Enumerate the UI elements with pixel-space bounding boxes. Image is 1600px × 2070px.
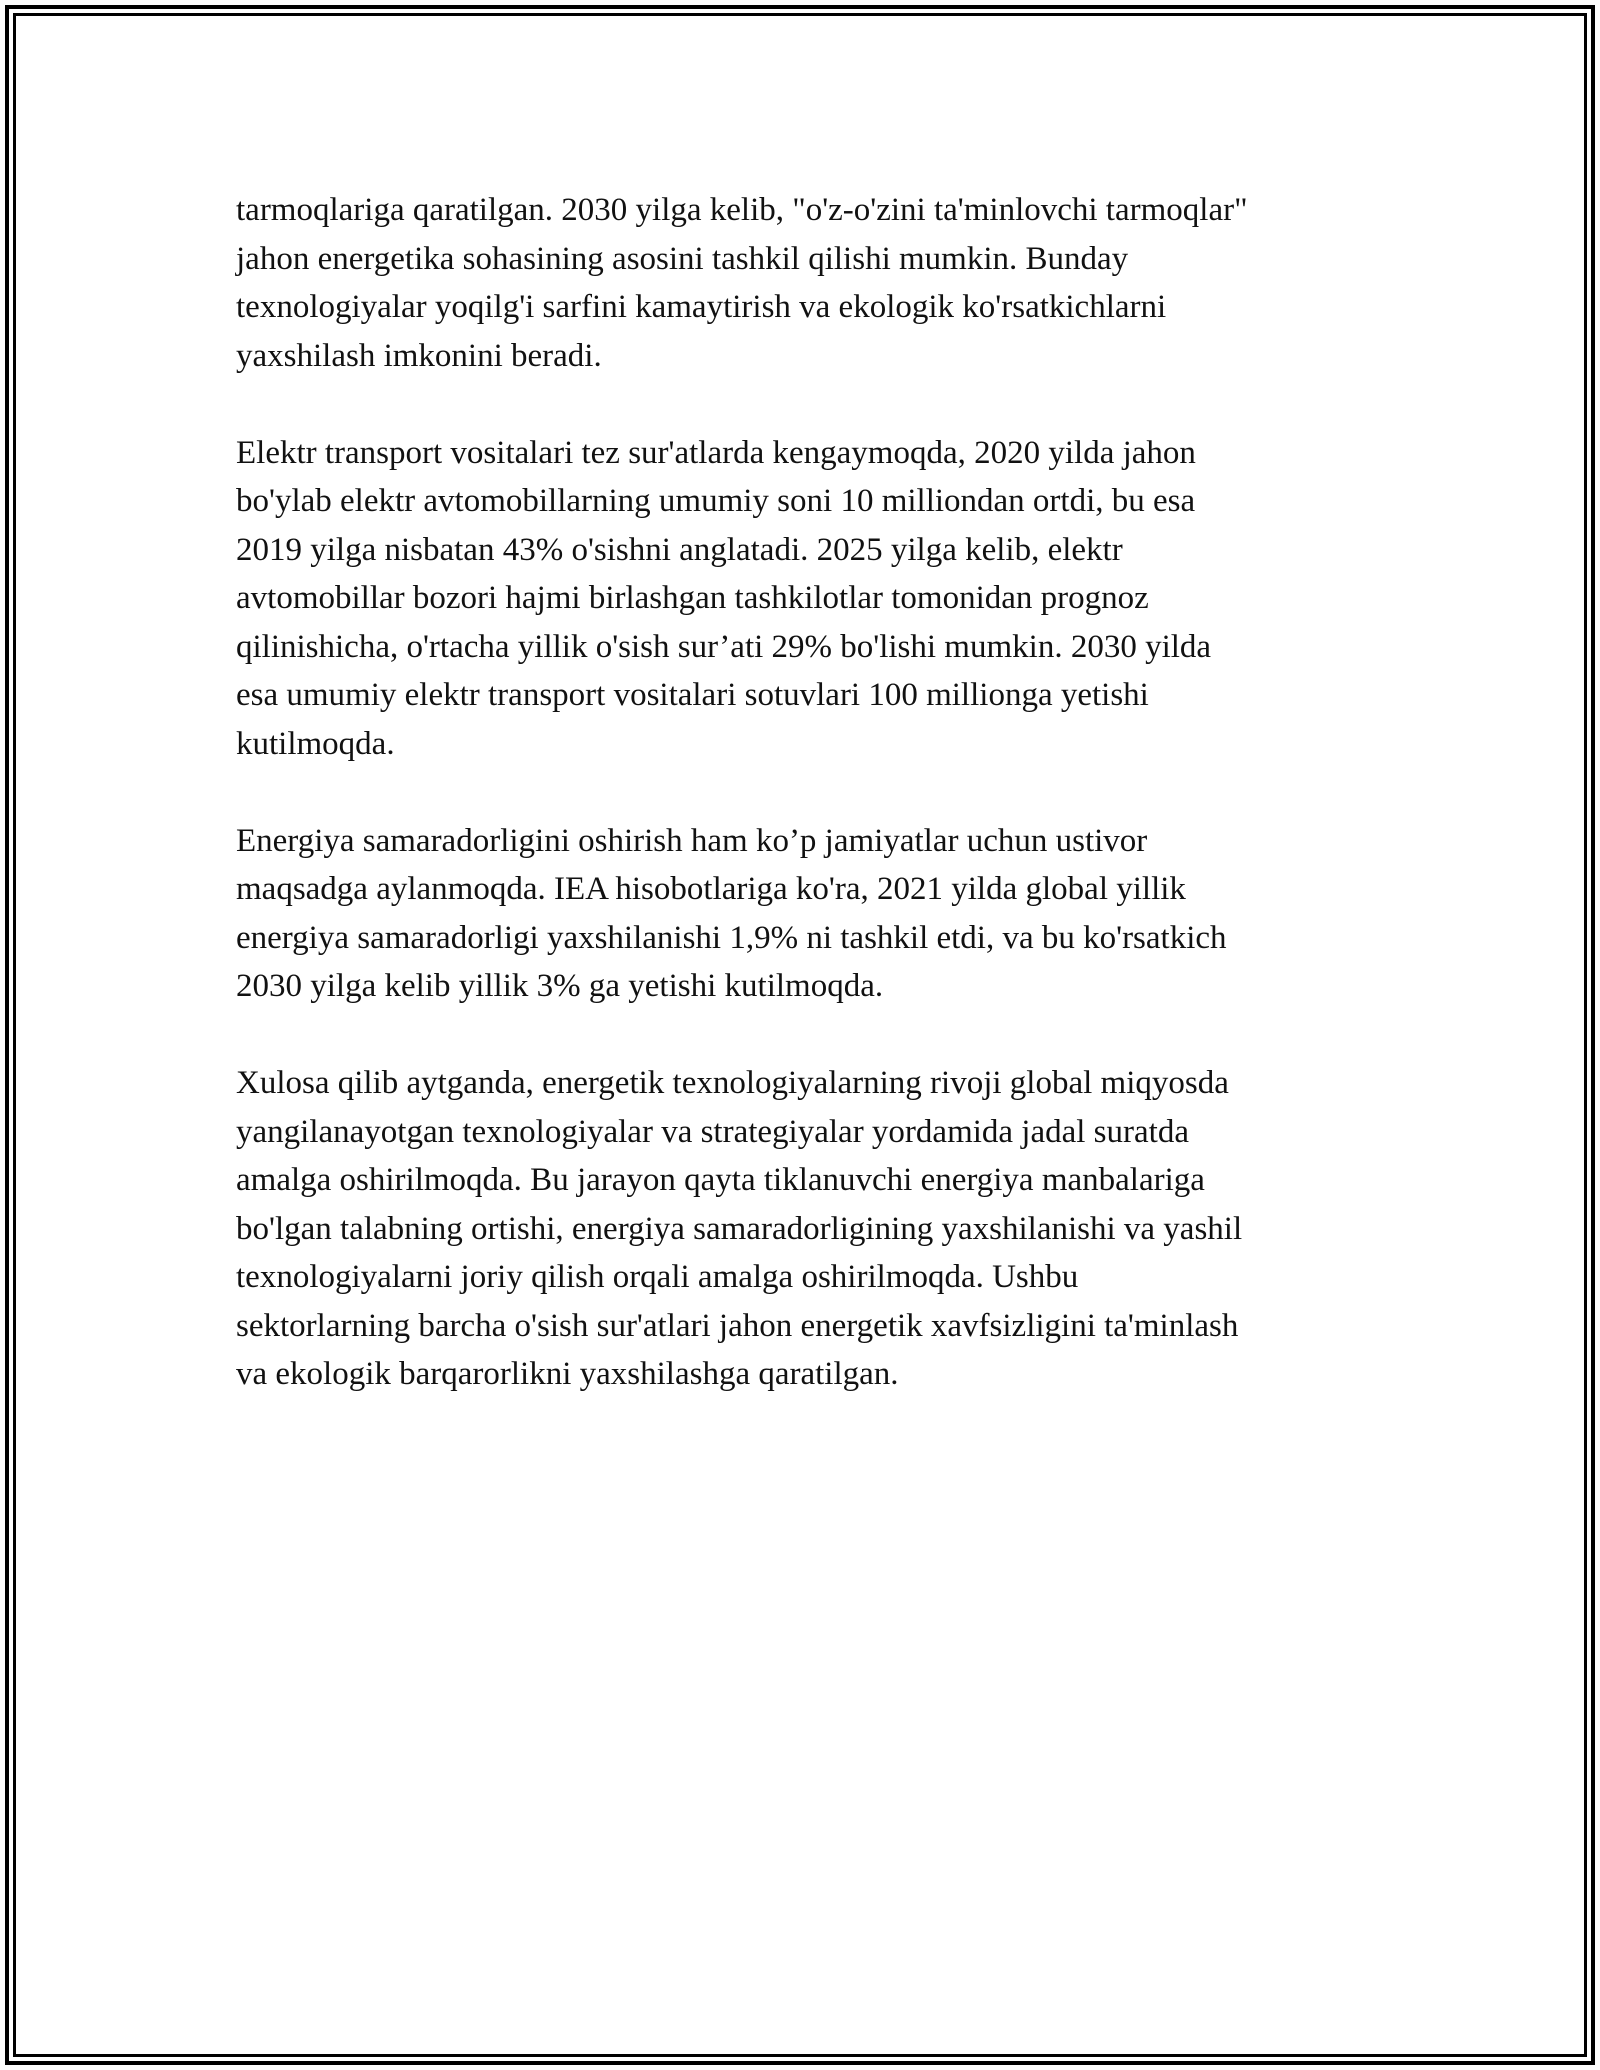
text-line: energiya samaradorligi yaxshilanishi 1,9% ni tashkil etdi, va bu ko'rsatkich [236,919,1227,956]
text-line: 2019 yilga nisbatan 43% o'sishni anglatadi. 2025 yilga kelib, elektr [236,531,1123,568]
text-line: amalga oshirilmoqda. Bu jarayon qayta tiklanuvchi energiya manbalariga [236,1162,1205,1198]
paragraph-1 [236,186,1366,380]
text-line: sektorlarning barcha o'sish sur'atlari jahon energetik xavfsizligini ta'minlash [236,1307,1239,1344]
text-line: kutilmoqda. [236,725,395,762]
paragraph-2 [236,429,1366,769]
text-line: yaxshilash imkonini beradi. [236,337,602,374]
text-line: tarmoqlariga qaratilgan. 2030 yilga kelib, "o'z-o'zini ta'minlovchi tarmoqlar" [236,192,1248,228]
text-line: maqsadga aylanmoqda. IEA hisobotlariga ko'ra, 2021 yilda global yillik [236,871,1186,907]
text-line: jahon energetika sohasining asosini tashkil qilishi mumkin. Bunday [236,240,1129,277]
document-body [236,186,1366,1447]
paragraph-3 [236,817,1366,1011]
text-line: texnologiyalar yoqilg'i sarfini kamaytirish va ekologik ko'rsatkichlarni [236,289,1167,325]
text-line: esa umumiy elektr transport vositalari sotuvlari 100 millionga yetishi [236,677,1149,713]
text-line: Energiya samaradorligini oshirish ham ko’p jamiyatlar uchun ustivor [236,822,1148,859]
text-line: bo'lgan talabning ortishi, energiya samaradorligining yaxshilanishi va yashil [236,1210,1243,1247]
text-line: Elektr transport vositalari tez sur'atlarda kengaymoqda, 2020 yilda jahon [236,434,1196,471]
text-line: bo'ylab elektr avtomobillarning umumiy soni 10 milliondan ortdi, bu esa [236,483,1196,519]
text-line: Xulosa qilib aytganda, energetik texnologiyalarning rivoji global miqyosda [236,1065,1229,1101]
text-line: 2030 yilga kelib yillik 3% ga yetishi kutilmoqda. [236,968,884,1004]
text-line: texnologiyalarni joriy qilish orqali amalga oshirilmoqda. Ushbu [236,1259,1079,1295]
text-line: va ekologik barqarorlikni yaxshilashga qaratilgan. [236,1356,899,1392]
text-line: yangilanayotgan texnologiyalar va strategiyalar yordamida jadal suratda [236,1113,1189,1150]
paragraph-4 [236,1059,1366,1399]
text-line: avtomobillar bozori hajmi birlashgan tashkilotlar tomonidan prognoz [236,580,1149,616]
text-line: qilinishicha, o'rtacha yillik o'sish sur’ati 29% bo'lishi mumkin. 2030 yilda [236,628,1212,665]
